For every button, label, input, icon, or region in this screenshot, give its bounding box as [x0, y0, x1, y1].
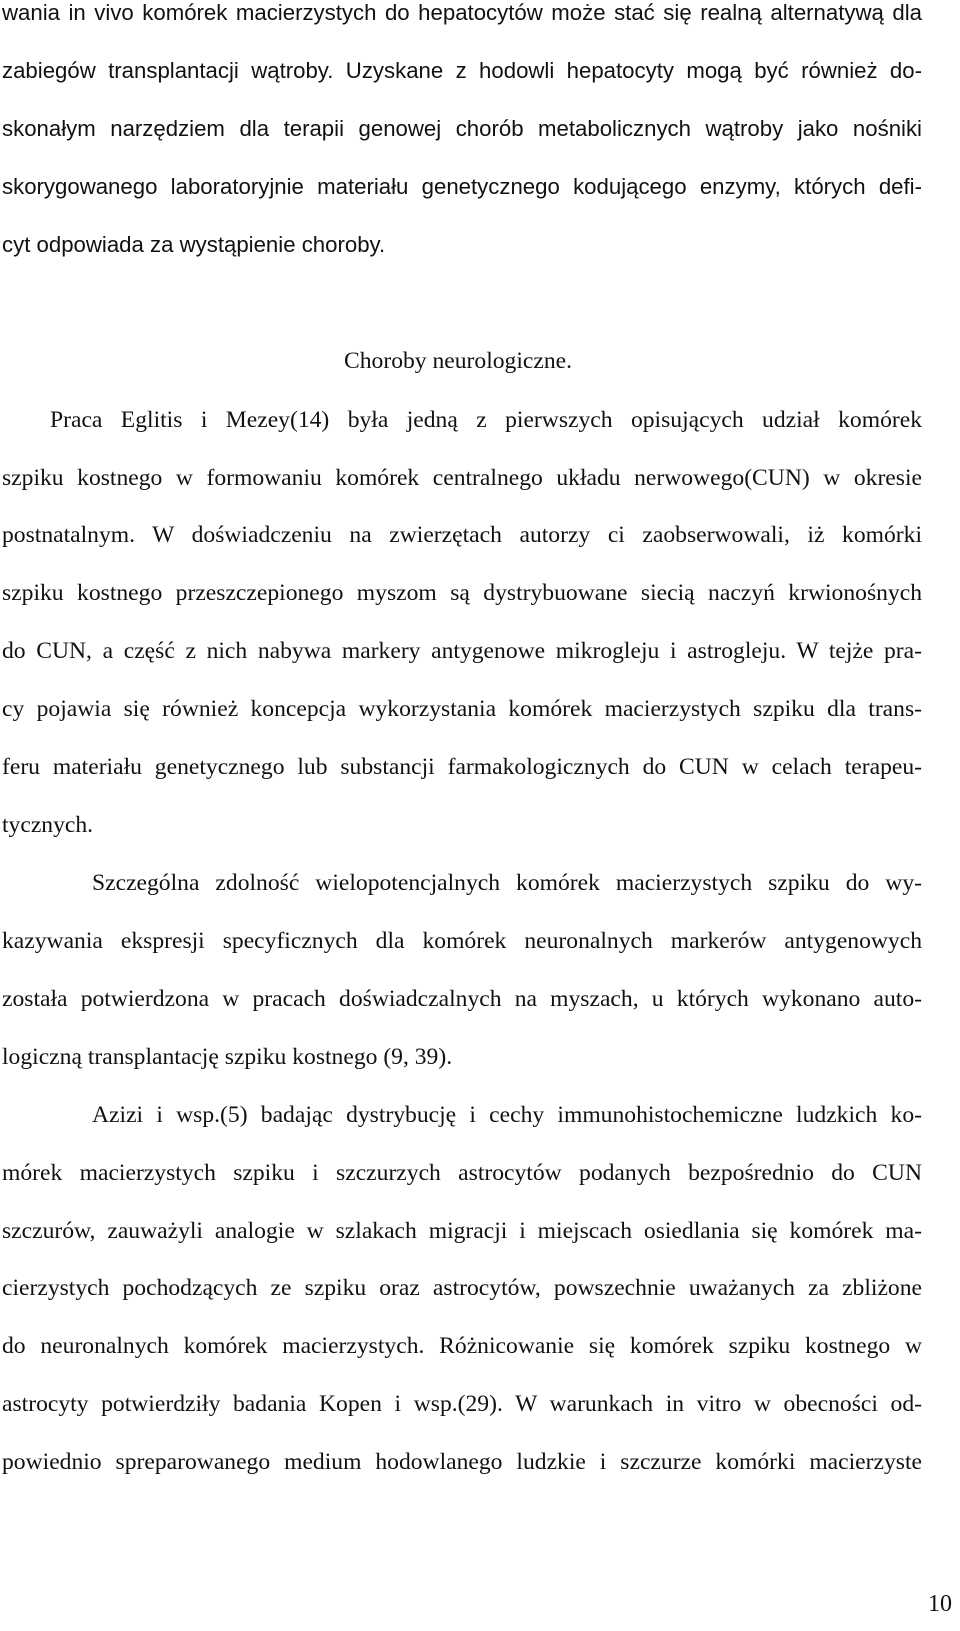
paragraph-line: astrocyty potwierdziły badania Kopen i wsp.(29). W warunkach in vitro w obecności od- [2, 1391, 922, 1417]
paragraph-line: szpiku kostnego w formowaniu komórek centralnego układu nerwowego(CUN) w okresie [2, 465, 922, 491]
intro-line: skonałym narzędziem dla terapii genowej chorób metabolicznych wątroby jako nośniki [2, 116, 922, 141]
paragraph-line: szczurów, zauważyli analogie w szlakach migracji i miejscach osiedlania się komórek ma- [2, 1218, 922, 1244]
intro-line: skorygowanego laboratoryjnie materiału genetycznego kodującego enzymy, których defi- [2, 174, 922, 199]
paragraph-line: feru materiału genetycznego lub substancji farmakologicznych do CUN w celach terapeu- [2, 754, 922, 780]
paragraph-line: Praca Eglitis i Mezey(14) była jedną z pierwszych opisujących udział komórek [50, 407, 922, 433]
intro-line: zabiegów transplantacji wątroby. Uzyskane z hodowli hepatocyty mogą być również do- [2, 58, 922, 83]
page-number: 10 [928, 1591, 952, 1617]
paragraph-line: tycznych. [2, 812, 94, 838]
paragraph-line: kazywania ekspresji specyficznych dla komórek neuronalnych markerów antygenowych [2, 928, 922, 954]
intro-line: cyt odpowiada za wystąpienie choroby. [2, 232, 386, 257]
paragraph-line: szpiku kostnego przeszczepionego myszom są dystrybuowane siecią naczyń krwionośnych [2, 580, 922, 606]
section-heading: Choroby neurologiczne. [344, 348, 573, 374]
paragraph-line: została potwierdzona w pracach doświadczalnych na myszach, u których wykonano auto- [2, 986, 922, 1012]
paragraph-line: postnatalnym. W doświadczeniu na zwierzętach autorzy ci zaobserwowali, iż komórki [2, 522, 922, 548]
paragraph-line: cy pojawia się również koncepcja wykorzystania komórek macierzystych szpiku dla trans- [2, 696, 922, 722]
paragraph-line: Azizi i wsp.(5) badając dystrybucję i cechy immunohistochemiczne ludzkich ko- [92, 1102, 922, 1128]
paragraph-line: Szczególna zdolność wielopotencjalnych komórek macierzystych szpiku do wy- [92, 870, 922, 896]
paragraph-line: cierzystych pochodzących ze szpiku oraz astrocytów, powszechnie uważanych za zbliżone [2, 1275, 922, 1301]
paragraph-line: mórek macierzystych szpiku i szczurzych astrocytów podanych bezpośrednio do CUN [2, 1160, 922, 1186]
paragraph-line: powiednio spreparowanego medium hodowlanego ludzkie i szczurze komórki macierzyste [2, 1449, 922, 1475]
intro-line: wania in vivo komórek macierzystych do hepatocytów może stać się realną alternatywą dla [2, 0, 922, 25]
paragraph-line: do CUN, a część z nich nabywa markery antygenowe mikrogleju i astrogleju. W tejże pra- [2, 638, 922, 664]
paragraph-line: do neuronalnych komórek macierzystych. Różnicowanie się komórek szpiku kostnego w [2, 1333, 922, 1359]
paragraph-line: logiczną transplantację szpiku kostnego (9, 39). [2, 1044, 453, 1070]
